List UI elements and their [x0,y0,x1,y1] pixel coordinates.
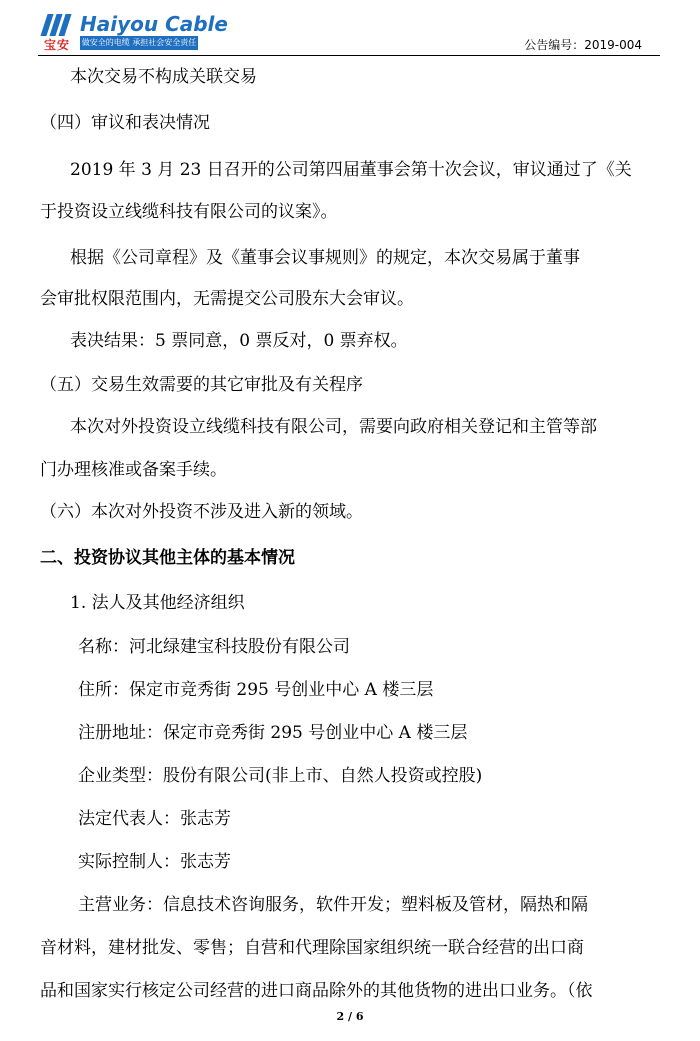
header-divider [38,55,660,56]
logo-mark-icon [38,12,76,52]
section-heading-6: （六）本次对外投资不涉及进入新的领域。 [40,502,363,522]
paragraph-line: 于投资设立线缆科技有限公司的议案》。 [40,202,338,222]
paragraph-line: 会审批权限范围内，无需提交公司股东大会审议。 [40,289,414,309]
page-number: 2 / 6 [336,1010,364,1023]
field-company-type: 企业类型：股份有限公司(非上市、自然人投资或控股) [78,766,483,786]
chapter-heading: 二、投资协议其他主体的基本情况 [40,548,295,568]
company-logo [38,12,228,54]
paragraph-line: 本次交易不构成关联交易 [70,67,257,87]
paragraph-line: 根据《公司章程》及《董事会议事规则》的规定，本次交易属于董事 [70,248,580,268]
subsection-heading: 1. 法人及其他经济组织 [70,593,245,613]
logo-wordmark: Haiyou Cable [80,12,228,36]
voting-result: 表决结果：5 票同意，0 票反对，0 票弃权。 [70,331,408,351]
field-actual-controller: 实际控制人：张志芳 [78,852,231,872]
paragraph-line: 门办理核准或备案手续。 [40,460,227,480]
field-address: 住所：保定市竞秀街 295 号创业中心 A 楼三层 [78,680,434,700]
field-name: 名称：河北绿建宝科技股份有限公司 [78,637,350,657]
logo-chinese-text: 宝安 [43,38,70,52]
section-heading-5: （五）交易生效需要的其它审批及有关程序 [40,375,363,395]
paragraph-line: 2019 年 3 月 23 日召开的公司第四届董事会第十次会议，审议通过了《关 [70,160,632,180]
field-main-business: 主营业务：信息技术咨询服务，软件开发；塑料板及管材，隔热和隔 [78,895,588,915]
announcement-number: 公告编号：2019-004 [524,38,642,52]
paragraph-line: 品和国家实行核定公司经营的进口商品除外的其他货物的进出口业务。（依 [40,981,593,1001]
logo-slogan: 做安全的电缆 承担社会安全责任 [80,36,198,50]
paragraph-line: 音材料，建材批发、零售；自营和代理除国家组织统一联合经营的出口商 [40,938,584,958]
field-legal-representative: 法定代表人：张志芳 [78,809,231,829]
paragraph-line: 本次对外投资设立线缆科技有限公司，需要向政府相关登记和主管等部 [70,417,597,437]
field-registered-address: 注册地址：保定市竞秀街 295 号创业中心 A 楼三层 [78,723,468,743]
section-heading-4: （四）审议和表决情况 [40,113,210,133]
page-header [0,0,700,62]
